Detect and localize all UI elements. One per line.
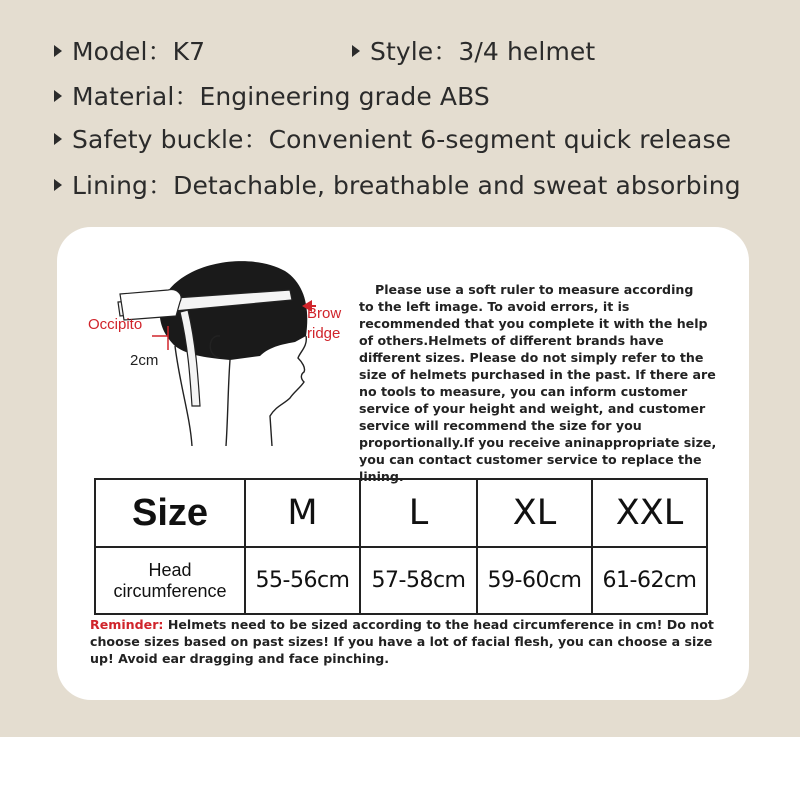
circumference-value-cell: 59-60cm xyxy=(477,547,592,614)
reminder-label: Reminder: xyxy=(90,617,164,632)
bullet-triangle-icon xyxy=(54,45,62,57)
circumference-value-cell: 55-56cm xyxy=(245,547,360,614)
bullet-triangle-icon xyxy=(54,133,62,145)
head-circumference-cell: Head circumference xyxy=(95,547,245,614)
size-label-cell: M xyxy=(245,479,360,547)
spec-lining: Lining：Detachable, breathable and sweat absorbing xyxy=(54,166,741,202)
spec-style: Style：3/4 helmet xyxy=(352,32,595,68)
table-row xyxy=(95,479,707,547)
bullet-triangle-icon xyxy=(352,45,360,57)
occipito-label: Occipito xyxy=(88,316,143,333)
offset-label: 2cm xyxy=(130,352,159,369)
bullet-triangle-icon xyxy=(54,179,62,191)
circumference-value-cell: 57-58cm xyxy=(360,547,477,614)
size-label-cell: XL xyxy=(477,479,592,547)
spec-material: Material：Engineering grade ABS xyxy=(54,77,490,113)
size-label-cell: L xyxy=(360,479,477,547)
head-measure-illustration xyxy=(80,246,360,446)
size-chart-table xyxy=(94,478,708,615)
reminder-note xyxy=(90,616,722,667)
size-header-cell: Size xyxy=(95,479,245,547)
circumference-value-cell: 61-62cm xyxy=(592,547,707,614)
bullet-triangle-icon xyxy=(54,90,62,102)
reminder-text: Helmets need to be sized according to the head circumference in cm! Do not choose sizes based on past sizes! If you have a lot of facial flesh, you can choose a size up! Avoid ear dragging and face pinching. xyxy=(90,617,714,666)
measurement-instructions: Please use a soft ruler to measure according to the left image. To avoid errors, it is recommended that you complete it with the help of others.Helmets of different brands have different sizes. Please do not simply refer to the size of helmets purchased in the past. If there are no tools to measure, you can inform customer service of your height and weight, and customer service will recommend the size for you proportionally.If you receive aninappropriate size, you can contact customer service to replace the lining. xyxy=(359,282,717,484)
spec-safety-buckle: Safety buckle：Convenient 6-segment quick release xyxy=(54,120,731,156)
ridge-label: ridge xyxy=(307,325,341,342)
spec-model: Model：K7 xyxy=(54,32,205,68)
table-row xyxy=(95,547,707,614)
brow-label: Brow xyxy=(307,305,342,322)
size-label-cell: XXL xyxy=(592,479,707,547)
